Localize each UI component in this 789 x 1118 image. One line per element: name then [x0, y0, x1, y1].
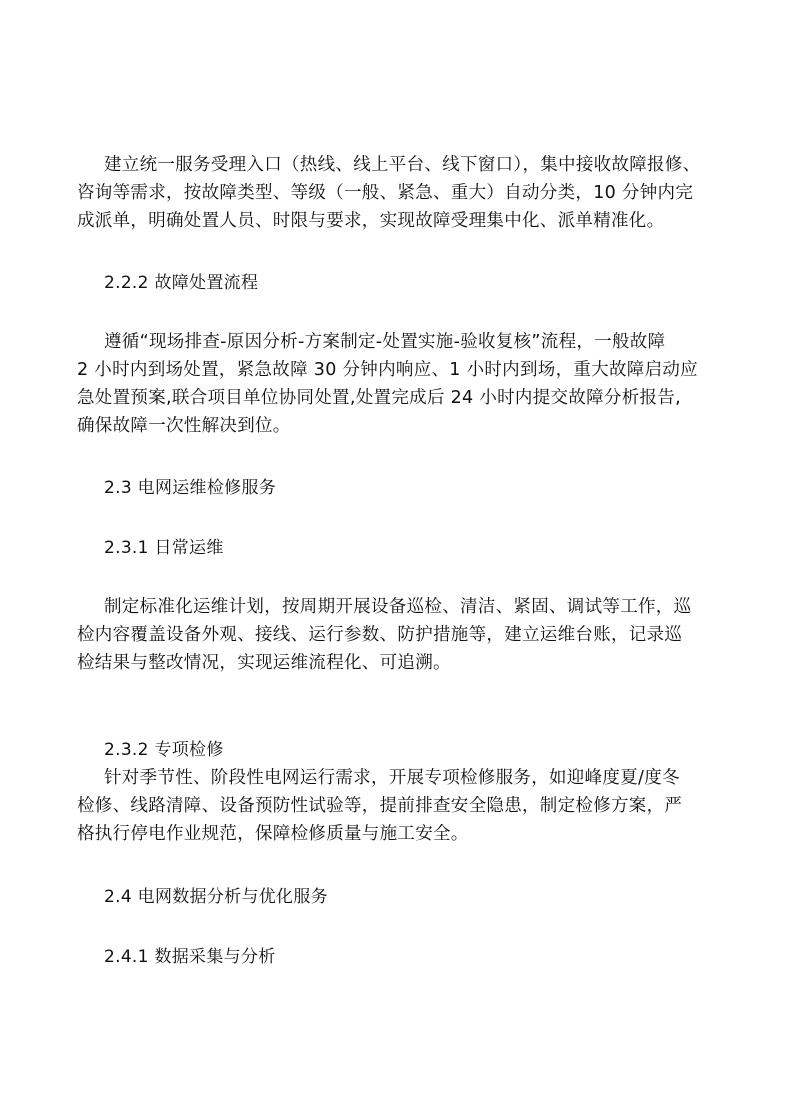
paragraph-line: 检内容覆盖设备外观、接线、运行参数、防护措施等，建立运维台账，记录巡: [77, 625, 683, 645]
paragraph-line: 检修、线路清障、设备预防性试验等，提前排查安全隐患，制定检修方案，严: [77, 796, 683, 816]
section-heading: 2.3.1 日常运维: [104, 538, 224, 558]
section-heading: 2.4 电网数据分析与优化服务: [104, 887, 328, 907]
paragraph-line: 遵循“现场排查-原因分析-方案制定-处置实施-验收复核”流程，一般故障: [104, 332, 666, 352]
paragraph-line: 建立统一服务受理入口（热线、线上平台、线下窗口），集中接收故障报修、: [104, 155, 701, 175]
paragraph-line: 确保故障一次性解决到位。: [77, 416, 291, 436]
paragraph-line: 格执行停电作业规范，保障检修质量与施工安全。: [77, 824, 469, 844]
paragraph-line: 制定标准化运维计划，按周期开展设备巡检、清洁、紧固、调试等工作，巡: [104, 597, 692, 617]
paragraph-line: 2 小时内到场处置，紧急故障 30 分钟内响应、1 小时内到场，重大故障启动应: [77, 360, 698, 380]
paragraph-line: 咨询等需求，按故障类型、等级（一般、紧急、重大）自动分类，10 分钟内完: [77, 183, 694, 203]
paragraph-line: 成派单，明确处置人员、时限与要求，实现故障受理集中化、派单精准化。: [77, 211, 665, 231]
paragraph-line: 检结果与整改情况，实现运维流程化、可追溯。: [77, 653, 451, 673]
paragraph-line: 急处置预案,联合项目单位协同处置,处置完成后 24 小时内提交故障分析报告,: [77, 388, 681, 408]
paragraph-line: 针对季节性、阶段性电网运行需求，开展专项检修服务，如迎峰度夏/度冬: [104, 768, 680, 788]
section-heading: 2.3 电网运维检修服务: [104, 478, 277, 498]
section-heading: 2.2.2 故障处置流程: [104, 273, 259, 293]
section-heading: 2.4.1 数据采集与分析: [104, 947, 276, 967]
section-heading: 2.3.2 专项检修: [104, 740, 224, 760]
